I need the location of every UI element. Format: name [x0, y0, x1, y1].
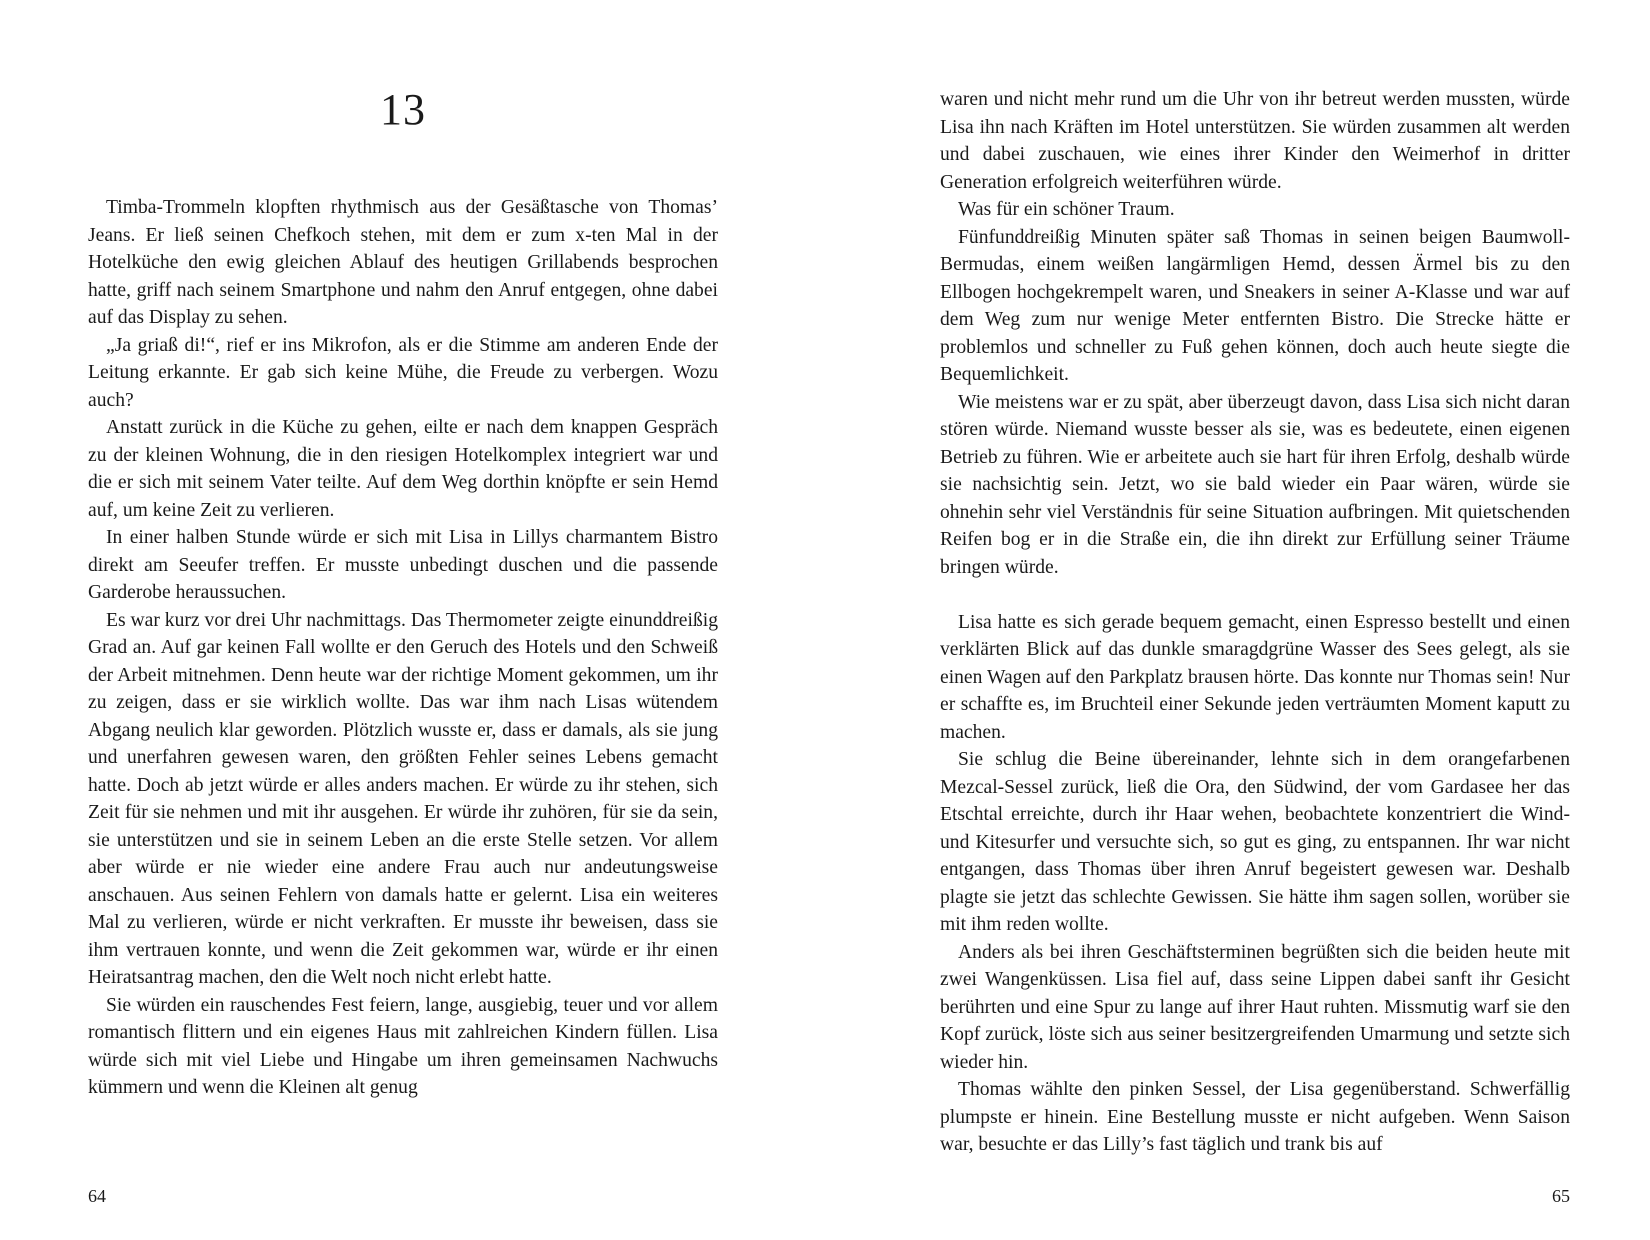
paragraph: Sie schlug die Beine übereinander, lehnte sich in dem orangefarbenen Mezcal-Sessel zurück, ließ die Ora, den Südwind, der vom Gardasee her das Etschtal erreichte, durch ihr Haar wehen, beobachtete konzentriert die Wind- und Kitesurfer und versuchte sich, so gut es ging, zu entspannen. Ihr war nicht entgangen, dass Thomas über ihren Anruf begeistert gewesen war. Deshalb plagte sie jetzt das schlechte Gewissen. Sie hätte ihm sagen sollen, worüber sie mit ihm reden wollte. [940, 749, 1570, 935]
chapter-number: 13 [380, 85, 426, 134]
paragraph: Wie meistens war er zu spät, aber überzeugt davon, dass Lisa sich nicht daran stören würde. Niemand wusste besser als sie, was es bedeutete, einen eigenen Betrieb zu führen. Wie er arbeitete auch sie hart für ihren Erfolg, deshalb würde sie nachsichtig sein. Jetzt, wo sie bald wieder ein Paar wären, würde sie ohnehin sehr viel Verständnis für seine Situation aufbringen. Mit quietschenden Reifen bog er in die Straße ein, die ihn direkt zur Erfüllung seiner Träume bringen würde. [940, 391, 1570, 578]
paragraph-section-start: Lisa hatte es sich gerade bequem gemacht, einen Espresso bestellt und einen verklärten Blick auf das dunkle smaragdgrüne Wasser des Sees gelegt, als sie einen Wagen auf den Parkplatz brausen hörte. Das konnte nur Thomas sein! Nur er schaffte es, im Bruchteil einer Sekunde jeden verträumten Moment kaputt zu machen. [940, 611, 1570, 743]
left-page [88, 0, 718, 1240]
right-page-body [940, 86, 1570, 1159]
left-page-body [88, 194, 718, 1102]
paragraph: Sie würden ein rauschendes Fest feiern, lange, ausgiebig, teuer und vor allem romantisch flittern und ein eigenes Haus mit zahlreichen Kindern füllen. Lisa würde sich mit viel Liebe und Hingabe um ihren gemeinsamen Nachwuchs kümmern und wenn die Kleinen alt genug [88, 994, 718, 1098]
page-number-right: 65 [1552, 1186, 1570, 1206]
paragraph: Anders als bei ihren Geschäftsterminen begrüßten sich die beiden heute mit zwei Wangenküssen. Lisa fiel auf, dass seine Lippen dabei sanft ihr Gesicht berührten und eine Spur zu lange auf ihrer Haut ruhten. Missmutig warf sie den Kopf zurück, löste sich aus seiner besitzergreifenden Umarmung und setzte sich wieder hin. [940, 941, 1570, 1073]
paragraph: Timba-Trommeln klopften rhythmisch aus der Gesäßtasche von Thomas’ Jeans. Er ließ seinen Chefkoch stehen, mit dem er zum x-ten Mal in der Hotelküche den ewig gleichen Ablauf des heutigen Grillabends besprochen hatte, griff nach seinem Smartphone und nahm den Anruf entgegen, ohne dabei auf das Display zu sehen. [88, 197, 718, 328]
paragraph: „Ja griaß di!“, rief er ins Mikrofon, als er die Stimme am anderen Ende der Leitung erkannte. Er gab sich keine Mühe, die Freude zu verbergen. Wozu auch? [88, 334, 718, 411]
paragraph: Was für ein schöner Traum. [958, 199, 1175, 220]
paragraph-continued: waren und nicht mehr rund um die Uhr von ihr betreut werden mussten, würde Lisa ihn nach Kräften im Hotel unterstützen. Sie würden zusammen alt werden und dabei zuschauen, wie eines ihrer Kinder den Weimerhof in dritter Generation erfolgreich weiterführen würde. [940, 89, 1570, 193]
paragraph: Thomas wählte den pinken Sessel, der Lisa gegenüberstand. Schwerfällig plumpste er hinein. Eine Bestellung musste er nicht aufgeben. Wenn Saison war, besuchte er das Lilly’s fast täglich und trank bis auf [940, 1079, 1570, 1155]
page-number-left: 64 [88, 1186, 106, 1206]
paragraph: Fünfunddreißig Minuten später saß Thomas in seinen beigen Baumwoll-Bermudas, einem weißen langärmligen Hemd, dessen Ärmel bis zu den Ellbogen hochgekrempelt waren, und Sneakers in seiner A-Klasse und war auf dem Weg zum nur wenige Meter entfernten Bistro. Die Strecke hätte er problemlos und schneller zu Fuß gehen können, doch auch heute siegte die Bequemlichkeit. [940, 226, 1570, 385]
right-page [940, 0, 1570, 1240]
paragraph: Anstatt zurück in die Küche zu gehen, eilte er nach dem knappen Gespräch zu der kleinen Wohnung, die in den riesigen Hotelkomplex integriert war und die er sich mit seinem Vater teilte. Auf dem Weg dorthin knöpfte er sein Hemd auf, um keine Zeit zu verlieren. [88, 417, 718, 521]
paragraph: Es war kurz vor drei Uhr nachmittags. Das Thermometer zeigte einunddreißig Grad an. Auf gar keinen Fall wollte er den Geruch des Hotels und den Schweiß der Arbeit mitnehmen. Denn heute war der richtige Moment gekommen, um ihr zu zeigen, dass er sie wirklich wollte. Das war ihm nach Lisas wütendem Abgang neulich klar geworden. Plötzlich wusste er, dass er damals, als sie jung und unerfahren gewesen waren, den größten Fehler seines Lebens gemacht hatte. Doch ab jetzt würde er alles anders machen. Er würde zu ihr stehen, sich Zeit für sie nehmen und mit ihr ausgehen. Er würde ihr zuhören, für sie da sein, sie unterstützen und sie in seinem Leben an die erste Stelle setzen. Vor allem aber würde er nie wieder eine andere Frau auch nur andeutungsweise anschauen. Aus seinen Fehlern von damals hatte er gelernt. Lisa ein weiteres Mal zu verlieren, würde er nicht verkraften. Er musste ihr beweisen, dass sie ihm vertrauen konnte, und wenn die Zeit gekommen war, würde er ihr einen Heiratsantrag machen, den die Welt noch nicht erlebt hatte. [88, 609, 718, 988]
paragraph: In einer halben Stunde würde er sich mit Lisa in Lillys charmantem Bistro direkt am Seeufer treffen. Er musste unbedingt duschen und die passende Garderobe heraussuchen. [88, 527, 718, 603]
